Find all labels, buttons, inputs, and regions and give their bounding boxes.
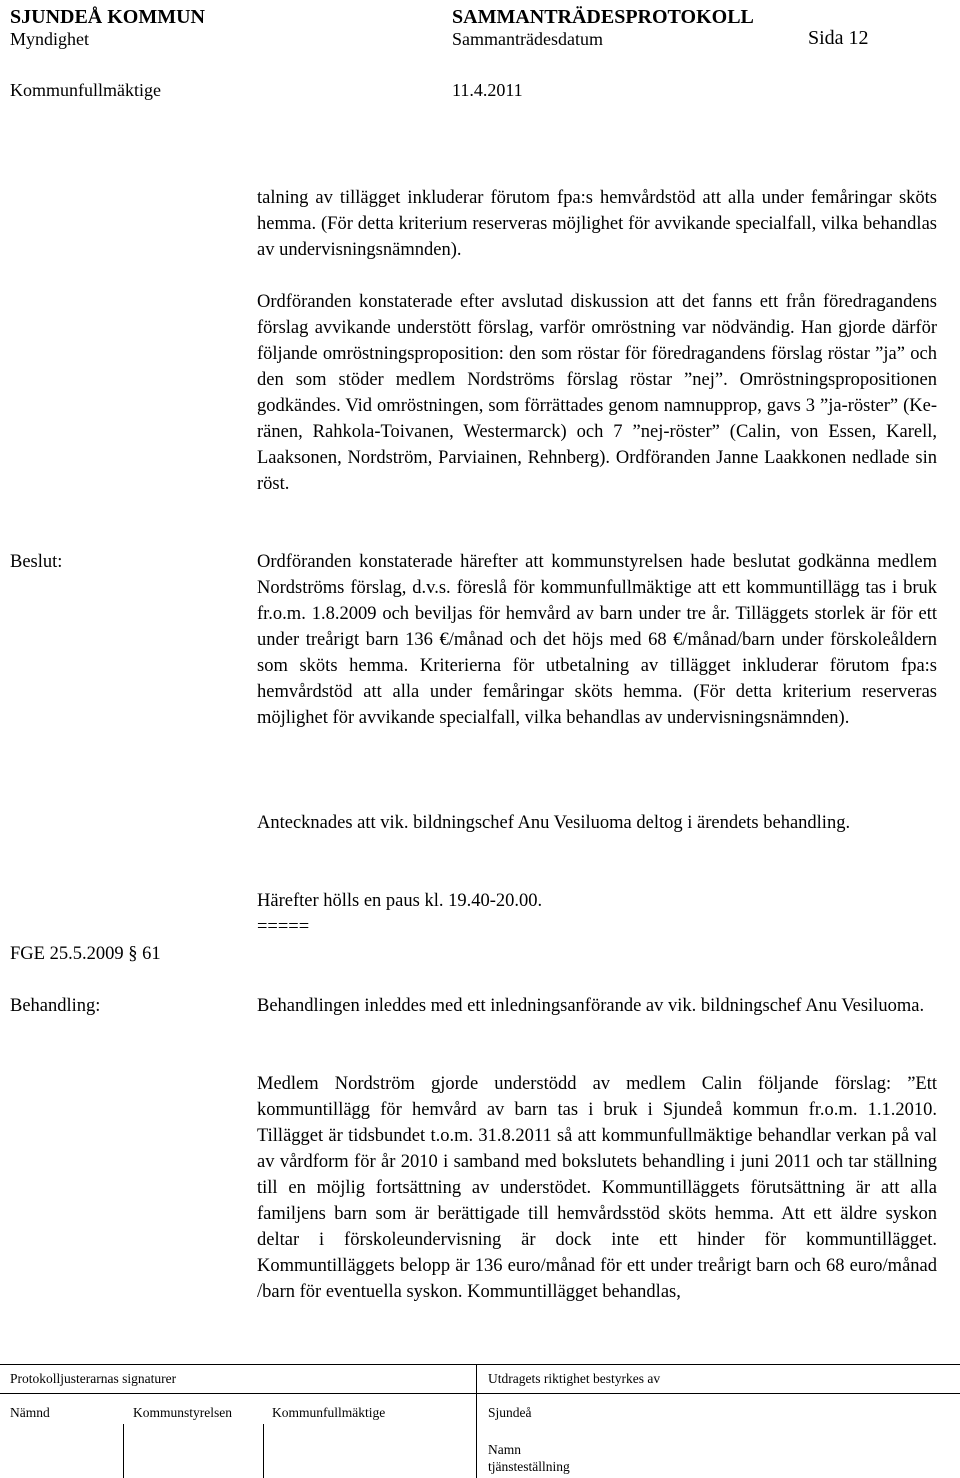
signature-divider-3 bbox=[476, 1364, 477, 1478]
footer-top-rule bbox=[0, 1364, 960, 1365]
paragraph-proposal: Medlem Nordström gjorde understödd av medlem Calin följande förslag: ”Ett kommuntillägg för hemvård av barn tas i bruk i Sjundeå kommun fr.o.m. 1.1.2010. Tillägget är tidsbundet t.o.m. 31.8.2011 så att kommunfullmäktige behandlar verkan på val av vårdform för år 2010 i samband med bokslutets behandling i juni 2011 och tar ställning till en möjlig fortsättning av understödet. Kommuntilläggets förutsättning är att alla familjens barn som är berättigade till hemvårdsstöd sköts hemma. Att ett äldre syskon deltar i förskoleundervisning är dock inte ett hinder för kommuntillägget. Kommuntilläggets belopp är 136 euro/månad för ett under treårigt barn och 68 euro/månad /barn för eventuella syskon. Kommuntillägget behandlas, bbox=[257, 1074, 937, 1302]
certified-place: Sjundeå bbox=[488, 1405, 532, 1420]
col-namnd: Nämnd bbox=[10, 1405, 50, 1420]
paragraph-break: Härefter hölls en paus kl. 19.40-20.00. bbox=[257, 891, 543, 911]
signature-divider-1 bbox=[123, 1424, 124, 1478]
authority-name: Kommunfullmäktige bbox=[10, 80, 161, 100]
certified-name-label: Namn bbox=[488, 1442, 521, 1457]
signatures-label: Protokolljusterarnas signaturer bbox=[10, 1371, 177, 1386]
certified-label: Utdragets riktighet bestyrkes av bbox=[488, 1371, 661, 1386]
certified-position-label: tjänsteställning bbox=[488, 1459, 570, 1474]
paragraph-noted: Antecknades att vik. bildningschef Anu Vesiluoma deltog i ärendets behandling. bbox=[257, 813, 851, 833]
meeting-date: 11.4.2011 bbox=[452, 80, 523, 100]
col-kommunfullmaktige: Kommunfullmäktige bbox=[272, 1405, 386, 1420]
date-label: Sammanträdesdatum bbox=[452, 29, 603, 49]
fge-reference: FGE 25.5.2009 § 61 bbox=[10, 944, 161, 964]
paragraph-continuation: talning av tillägget inkluderar förutom fpa:s hemvårdstöd att alla under femåringar sköts hemma. (För detta kriterium reserveras möjlighet för avvikande specialfall, vilka behandlas av undervisningsnämnden). bbox=[257, 188, 937, 260]
page-number: Sida 12 bbox=[808, 27, 869, 49]
org-name: SJUNDEÅ KOMMUN bbox=[10, 6, 205, 28]
paragraph-treatment: Behandlingen inleddes med ett inledningsanförande av vik. bildningschef Anu Vesiluoma. bbox=[257, 996, 925, 1016]
footer-mid-rule bbox=[0, 1393, 960, 1394]
signature-divider-2 bbox=[263, 1424, 264, 1478]
doc-type: SAMMANTRÄDESPROTOKOLL bbox=[452, 6, 754, 28]
beslut-label: Beslut: bbox=[10, 552, 63, 572]
col-kommunstyrelsen: Kommunstyrelsen bbox=[133, 1405, 232, 1420]
paragraph-decision: Ordföranden konstaterade härefter att kommunstyrelsen hade beslutat godkänna medlem Nordströms förslag, d.v.s. föreslå för kommunfullmäktige att ett kommuntillägg tas i bruk fr.o.m. 1.8.2009 och beviljas för hemvård av barn under tre år. Tilläggets storlek är för ett under treårigt barn 136 €/månad och det höjs med 68 €/månad/barn under förskoleåldern som sköts hemma. Kriterierna för utbetalning av tillägget inkluderar förutom fpa:s hemvårdstöd att alla under femåringar sköts hemma. (För detta kriterium reserveras möjlighet för avvikande specialfall, vilka behandlas av undervisningsnämnden). bbox=[257, 552, 937, 728]
paragraph-voting: Ordföranden konstaterade efter avslutad diskussion att det fanns ett från föredragandens förslag avvikande understött förslag, varför omröstning var nödvändig. Han gjorde därför följande omröstningsproposition: den som röstar för föredragandens förslag röstar ”ja” och den som stöder medlem Nordströms förslag röstar ”nej”. Omröstningspropositionen godkändes. Vid omröstningen, som förrättades genom namnupprop, gavs 3 ”ja-röster” (Keränen, Rahkola-Toivanen, Westermarck) och 7 ”nej-röster” (Calin, von Essen, Karell, Laaksonen, Nordström, Parviainen, Rehnberg). Ordföranden Janne Laakkonen nedlade sin röst. bbox=[257, 292, 937, 494]
separator-line: ===== bbox=[257, 917, 310, 937]
authority-label: Myndighet bbox=[10, 29, 89, 49]
behandling-label: Behandling: bbox=[10, 996, 101, 1016]
